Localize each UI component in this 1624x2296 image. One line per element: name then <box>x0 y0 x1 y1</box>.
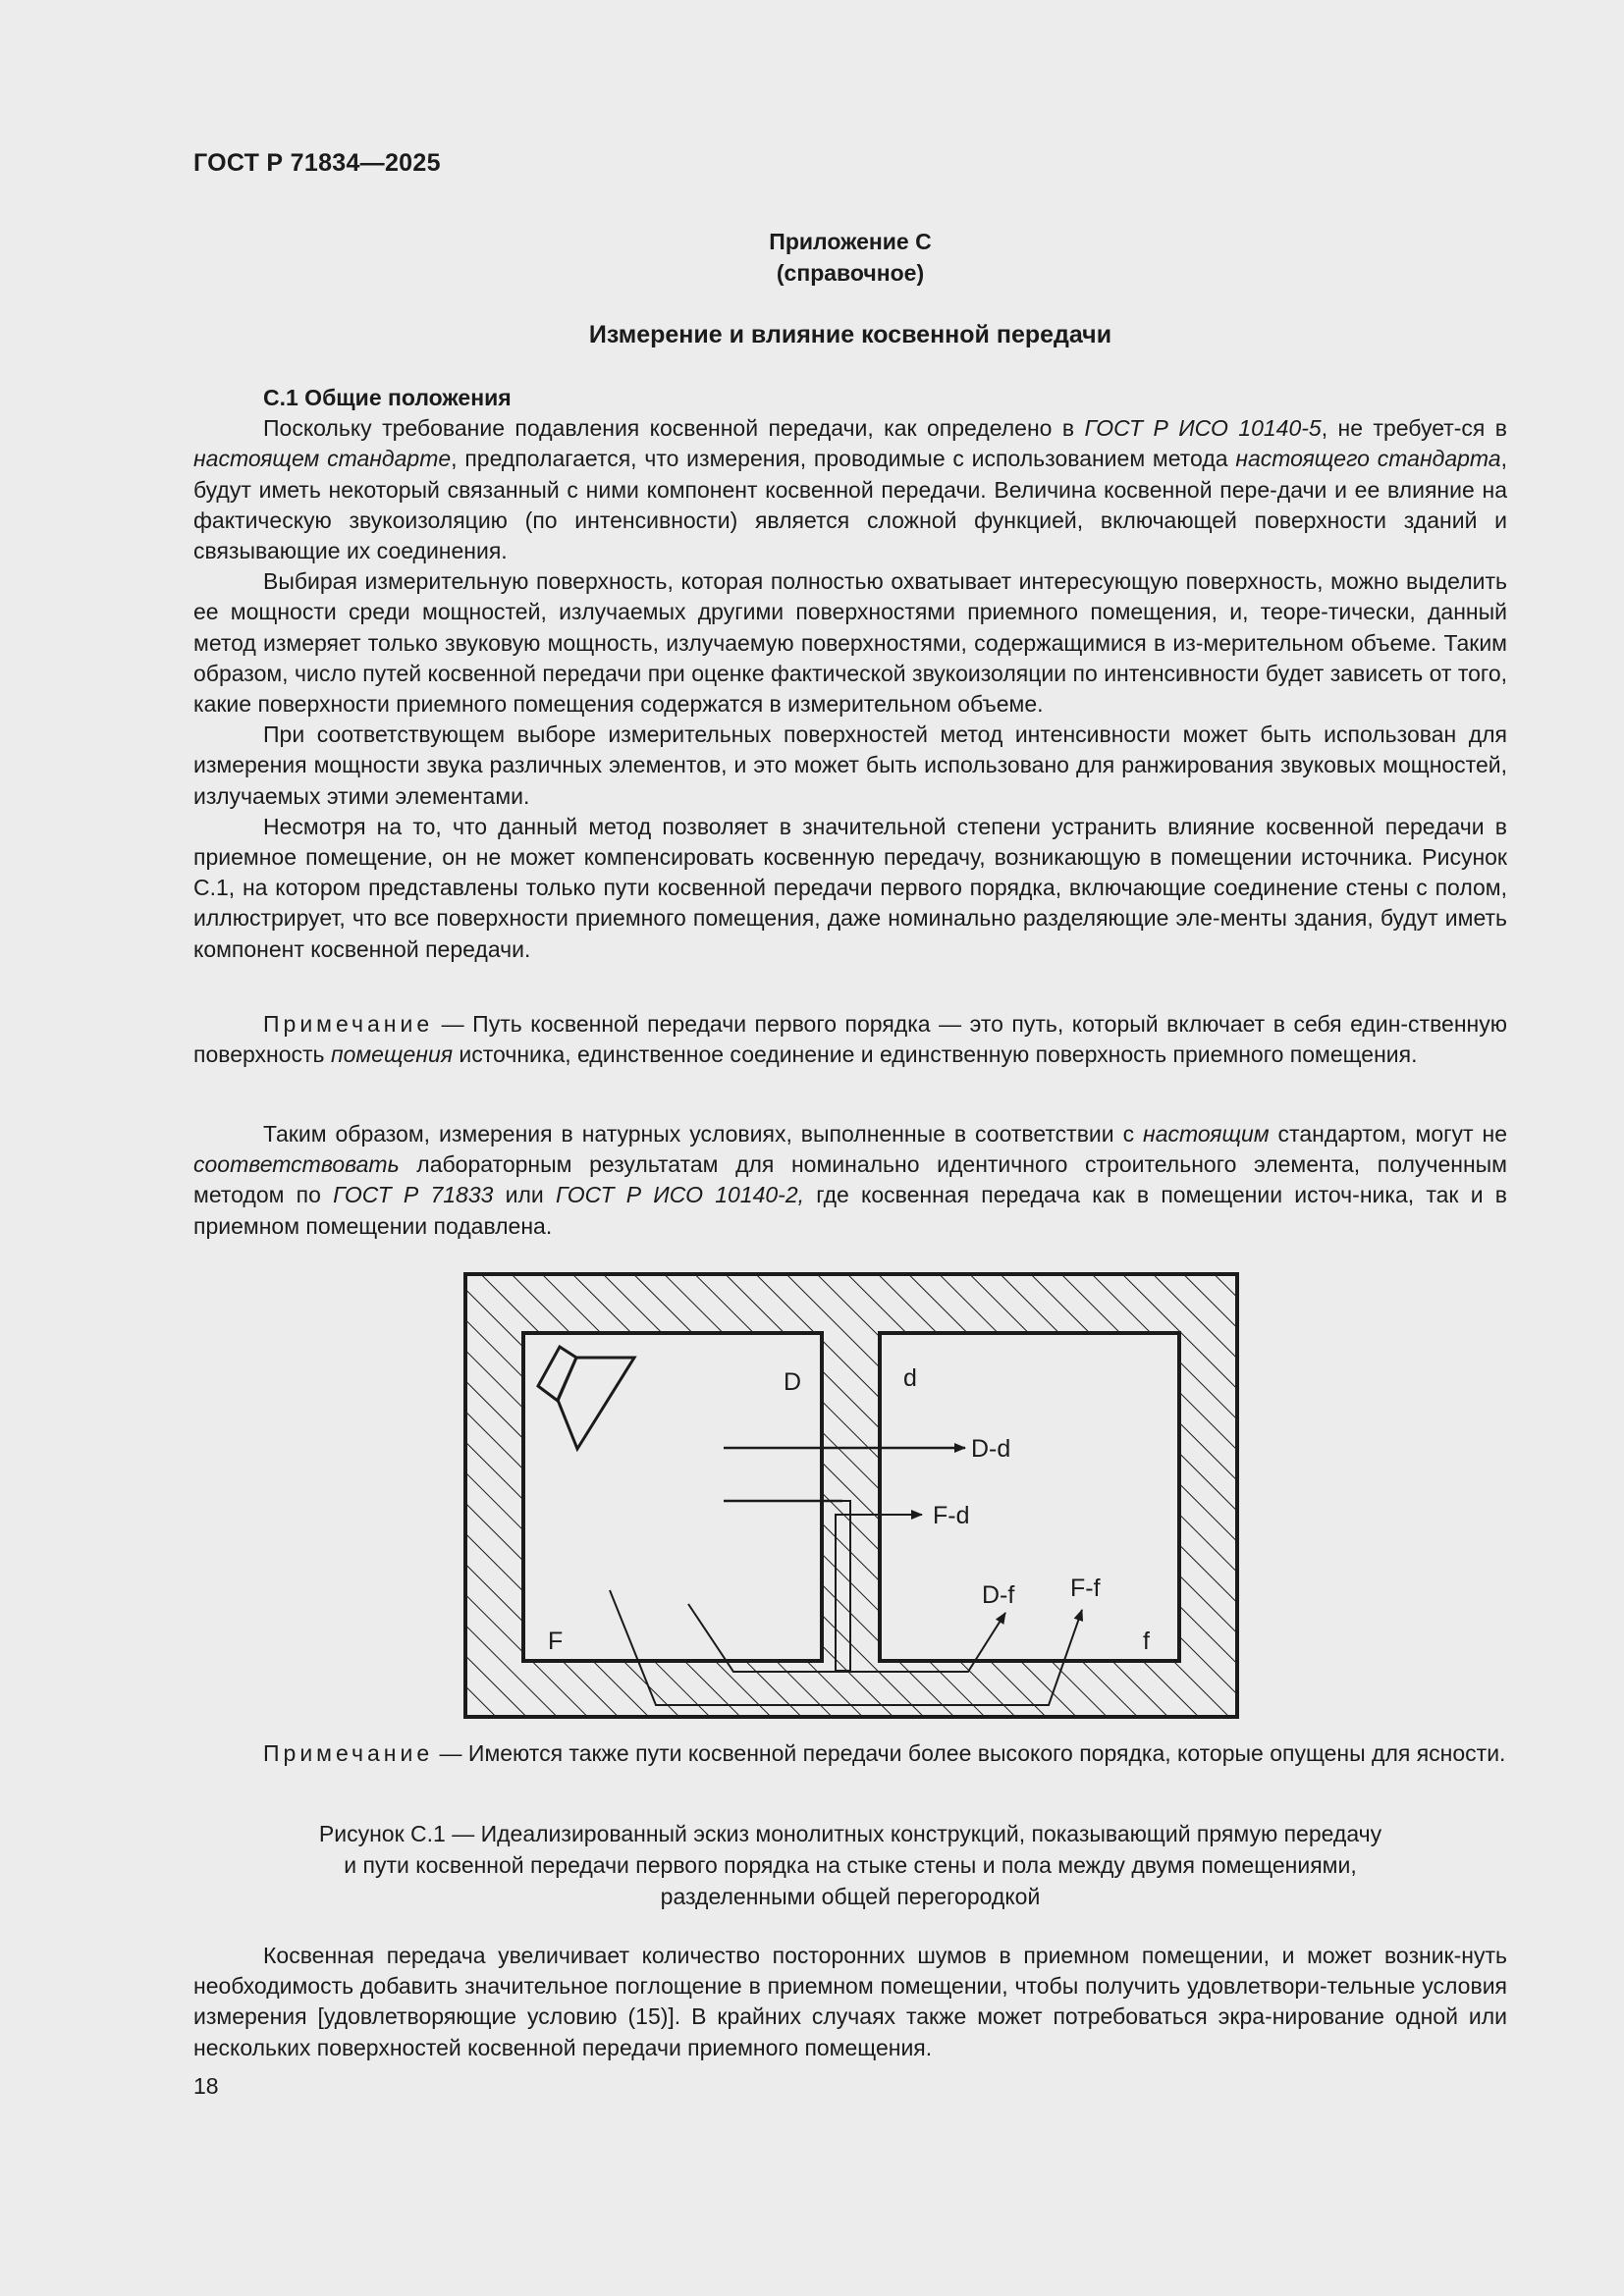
label-d-wall: D <box>784 1368 802 1396</box>
note-2: Примечание — Имеются также пути косвенной передачи более высокого порядка, которые опущены для ясности. <box>263 1740 1506 1766</box>
figure-caption: Рисунок С.1 — Идеализированный эскиз монолитных конструкций, показывающий прямую передачу и пути косвенной передачи первого порядка на стыке стены и пола между двумя помещениями, разделенными общей перегородкой <box>318 1821 1382 1909</box>
paragraph-5: Таким образом, измерения в натурных условиях, выполненные в соответствии с настоящим стандартом, могут не соответствовать лабораторным результатам для номинально идентичного строительного элемента, полученным методом по ГОСТ Р 71833 или ГОСТ Р ИСО 10140-2, где косвенная передача как в помещении источ-ника, так и в приемном помещении подавлена. <box>193 1121 1508 1239</box>
paragraph-3: При соответствующем выборе измерительных поверхностей метод интенсивности может быть использован для измерения мощности звука различных элементов, и это может быть использовано для ранжирования звуковых мощностей, излучаемых этими элементами. <box>193 721 1507 809</box>
paragraph-2: Выбирая измерительную поверхность, которая полностью охватывает интересующую поверхность, можно выделить ее мощности среди мощностей, излучаемых другими поверхностями приемного помещения, и, теоре-тически, данный метод измеряет только звуковую мощность, излучаемую поверхностями, содержащимися в из-мерительном объеме. Таким образом, число путей косвенной передачи при оценке фактической звукоизоляции по интенсивности будет зависеть от того, какие поверхности приемного помещения содержатся в измерительном объеме. <box>193 568 1507 718</box>
page-number: 18 <box>193 2073 219 2099</box>
label-d-receiving-wall: d <box>903 1364 917 1392</box>
label-path-d-d: D-d <box>971 1435 1011 1463</box>
paragraph-1: Поскольку требование подавления косвенной передачи, как определено в ГОСТ Р ИСО 10140-5, не требует-ся в настоящем стандарте, предполагается, что измерения, проводимые с использованием метода настоящего стандарта, будут иметь некоторый связанный с ними компонент косвенной передачи. Величина косвенной пере-дачи и ее влияние на фактическую звукоизоляцию (по интенсивности) является сложной функцией, включающей поверхности зданий и связывающие их соединения. <box>193 415 1507 564</box>
section-c1-body <box>193 383 1507 965</box>
note-1: Примечание — Путь косвенной передачи первого порядка — это путь, который включает в себя един-ственную поверхность помещения источника, единственное соединение и единственную поверхность приемного помещения. <box>193 1011 1507 1068</box>
receiving-room <box>880 1333 1179 1661</box>
label-path-d-f: D-f <box>982 1581 1015 1609</box>
label-path-f-d: F-d <box>933 1502 970 1529</box>
note-label: Примечание <box>263 1740 434 1766</box>
standard-header: ГОСТ Р 71834—2025 <box>193 149 441 177</box>
figure-c1-diagram <box>461 1272 1247 1724</box>
label-f-receiving-floor: f <box>1143 1628 1150 1655</box>
paragraph-4: Несмотря на то, что данный метод позволяет в значительной степени устранить влияние косвенной передачи в приемное помещение, он не может компенсировать косвенную передачу, возникающую в помещении источника. Рисунок С.1, на котором представлены только пути косвенной передачи первого порядка, включающие соединение стены с полом, иллюстрирует, что все поверхности приемного помещения, даже номинально разделяющие эле-менты здания, будут иметь компонент косвенной передачи. <box>193 813 1507 962</box>
label-path-f-f: F-f <box>1070 1575 1101 1602</box>
annex-title: Приложение С <box>769 229 932 254</box>
section-c1-heading: С.1 Общие положения <box>263 385 512 410</box>
section-title: Измерение и влияние косвенной передачи <box>588 321 1112 348</box>
annex-subtitle: (справочное) <box>776 260 925 286</box>
source-room <box>523 1333 822 1661</box>
paragraph-last: Косвенная передача увеличивает количество посторонних шумов в приемном помещении, и может возник-нуть необходимость добавить значительное поглощение в приемном помещении, чтобы получить удовлетвори-тельные условия измерения [удовлетворяющие условию (15)]. В крайних случаях также может потребоваться экра-нирование одной или нескольких поверхностей косвенной передачи приемного помещения. <box>193 1943 1507 2060</box>
note-label: Примечание <box>263 1011 434 1037</box>
annex-heading <box>193 226 1507 289</box>
label-f-floor: F <box>548 1628 564 1655</box>
